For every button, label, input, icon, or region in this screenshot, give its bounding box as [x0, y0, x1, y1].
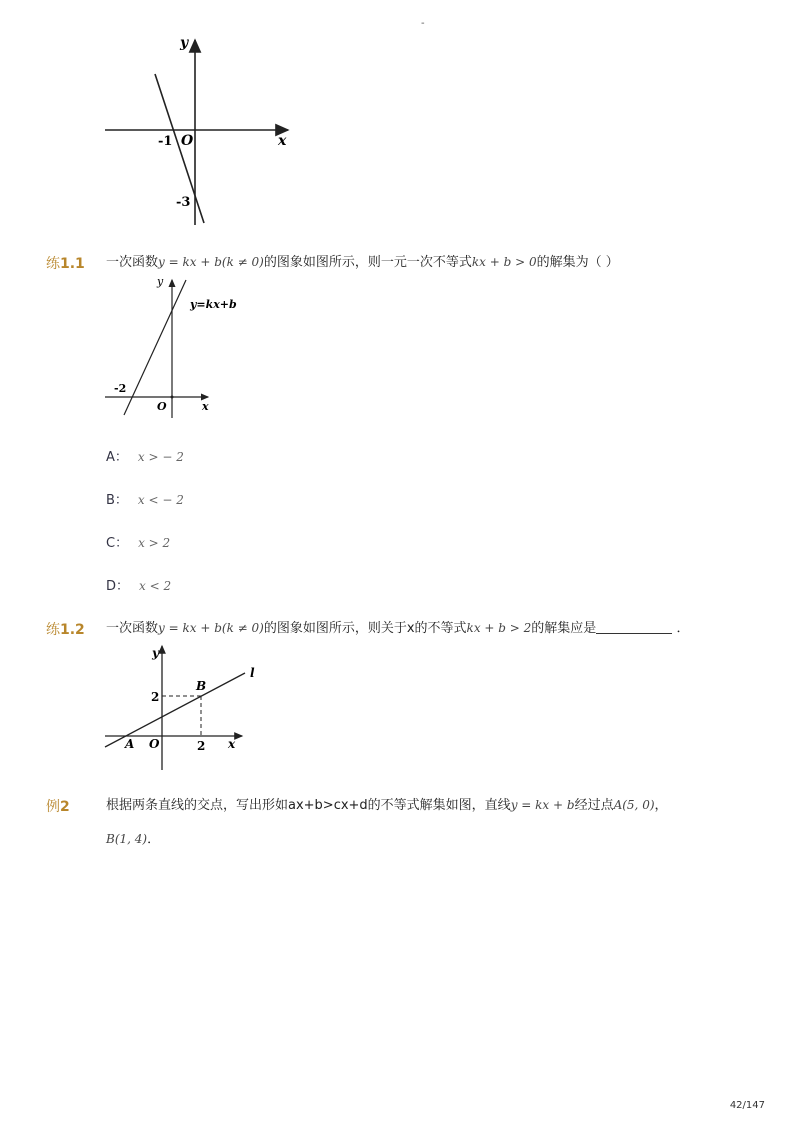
exercise-1-1-stem: 一次函数y = kx + b(k ≠ 0)的图象如图所示，则一元一次不等式kx + b > 0的解集为（ ） [106, 255, 619, 270]
example-2-label: 例2 [46, 799, 70, 815]
option-b[interactable]: B： x < − 2 [106, 493, 184, 508]
x-label: x [228, 737, 236, 751]
graph-1-1 [100, 270, 237, 420]
exercise-1-2-stem: 一次函数y = kx + b(k ≠ 0)的图象如图所示，则关于x的不等式kx + b > 2的解集应是 ． [106, 621, 690, 636]
y-label: y [152, 646, 159, 660]
page-number: 42/147 [729, 1100, 765, 1111]
x-label: x [202, 400, 209, 413]
origin-label: O [157, 400, 167, 413]
function-line [124, 280, 186, 415]
exercise-1-1-label: 练1.1 [46, 256, 85, 272]
point-b-label: B [196, 679, 207, 693]
x-intercept-label: -2 [114, 382, 127, 395]
example-2-stem-line-2: B(1, 4)． [106, 832, 161, 847]
exercise-1-2-label: 练1.2 [46, 622, 85, 638]
origin-label: O [181, 133, 194, 149]
y-tick-label: 2 [151, 690, 160, 704]
x-intercept-label: -1 [158, 134, 173, 149]
option-c[interactable]: C： x > 2 [106, 536, 171, 551]
origin-dot [171, 396, 174, 399]
top-mark: - [421, 18, 425, 29]
option-d[interactable]: D： x < 2 [106, 579, 172, 594]
y-label: y [180, 35, 189, 51]
graph-1 [100, 30, 300, 230]
x-label: x [278, 133, 287, 149]
answer-blank[interactable] [596, 621, 672, 634]
y-intercept-label: -3 [176, 195, 191, 210]
option-a[interactable]: A： x > − 2 [106, 450, 184, 465]
graph-1-2 [100, 640, 270, 775]
line-label: y=kx+b [190, 298, 237, 311]
point-a-label: A [125, 737, 135, 751]
line-label: l [250, 666, 255, 680]
example-2-stem: 根据两条直线的交点，写出形如ax+b>cx+d的不等式解集如图，直线y = kx + b经过点A(5, 0)， [106, 798, 668, 813]
x-tick-label: 2 [197, 739, 206, 753]
origin-label: O [149, 737, 160, 751]
y-label: y [157, 275, 164, 288]
